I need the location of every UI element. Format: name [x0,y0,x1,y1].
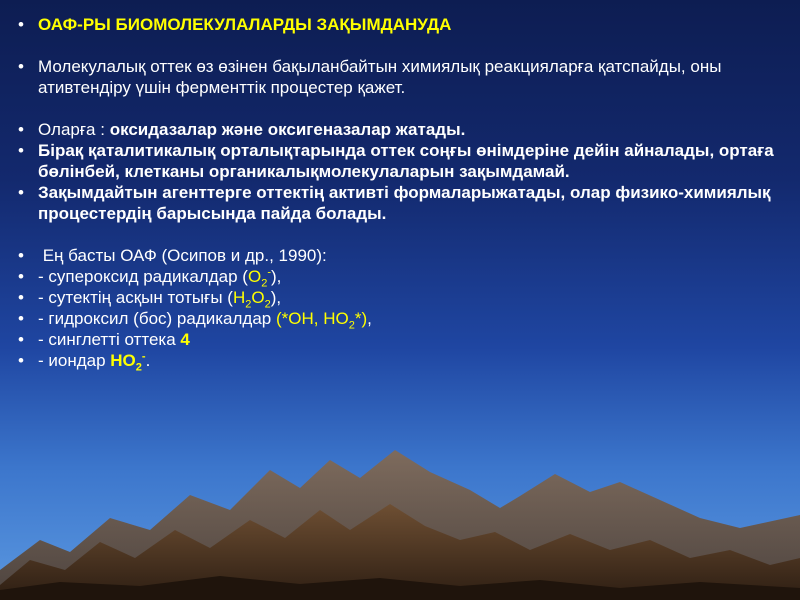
mountains-illustration [0,400,800,600]
paragraph-5 [18,245,788,266]
list-item-singlet [18,329,788,350]
paragraph-2-prefix: Оларға : [38,120,110,139]
list-item-superoxide [18,266,788,290]
formula-symbol: HO [110,351,136,370]
superoxide-formula [247,266,271,290]
paragraph-4-text: Зақымдайтын агенттерге оттектің активті формаларыжатады, олар физико-химиялық процестердің барысында пайда болады. [38,183,771,223]
paragraph-2 [18,119,788,140]
singlet-value: 4 [180,330,190,349]
paragraph-3-text: Бірақ қаталитикалық орталықтарында оттек соңғы өнімдеріне дейін айналады, ортаға бөлінбей, клетканы органикалықмолекулаларын зақымдамай. [38,141,774,181]
bullet-icon: • [18,57,24,76]
peroxide-formula [232,288,271,311]
formula-subscript: 2 [261,277,268,290]
paragraph-2-bold: оксидазалар және оксигеназалар жатады. [109,120,466,139]
singlet-prefix: - синглетті оттека [38,330,181,349]
formula-symbol: *) [354,309,368,328]
superoxide-suffix: ), [270,267,282,286]
ions-prefix: - иондар [38,351,111,370]
heading-item [18,14,788,35]
paragraph-1-text: Молекулалық оттек өз өзінен бақыланбайтын химиялық реакцияларға қатспайды, оны ативтендіру үшін ферменттік процестер қажет. [38,57,722,97]
hydroxyl-suffix: , [367,309,372,328]
list-item-peroxide [18,287,788,311]
peroxide-prefix: - сутектің асқын тотығы ( [38,288,233,307]
formula-subscript: 2 [245,298,252,311]
formula-subscript: 2 [348,319,355,332]
formula-symbol: O [251,288,265,307]
hydroxyl-prefix: - гидроксил (бос) радикалдар [38,309,276,328]
formula-subscript: 2 [264,298,271,311]
formula-subscript: 2 [135,361,142,374]
hydroxyl-formula [275,309,368,332]
paragraph-3 [18,140,788,182]
superoxide-prefix: - супероксид радикалдар ( [38,267,248,286]
list-item-hydroxyl [18,308,788,332]
bullet-icon: • [18,330,24,349]
formula-superscript: - [267,266,271,279]
formula-symbol: (*OH, HO [275,309,349,328]
bullet-icon: • [18,141,24,160]
paragraph-1 [18,56,788,98]
bullet-icon: • [18,183,24,202]
ions-formula [110,350,146,374]
bullet-icon: • [18,288,24,307]
bullet-icon: • [18,15,24,34]
paragraph-5-text: Ең басты ОАФ (Осипов и др., 1990): [38,246,327,265]
list-item-ions [18,350,788,374]
formula-symbol: H [232,288,246,307]
bullet-icon: • [18,267,24,286]
paragraph-4 [18,182,788,224]
slide-content [18,14,788,374]
bullet-icon: • [18,120,24,139]
peroxide-suffix: ), [270,288,282,307]
bullet-icon: • [18,246,24,265]
bullet-icon: • [18,309,24,328]
ions-suffix: . [145,351,151,370]
formula-symbol: O [247,267,262,286]
slide-heading: ОАФ-РЫ БИОМОЛЕКУЛАЛАРДЫ ЗАҚЫМДАНУДА [38,15,452,34]
formula-superscript: - [141,350,146,363]
bullet-icon: • [18,351,24,370]
